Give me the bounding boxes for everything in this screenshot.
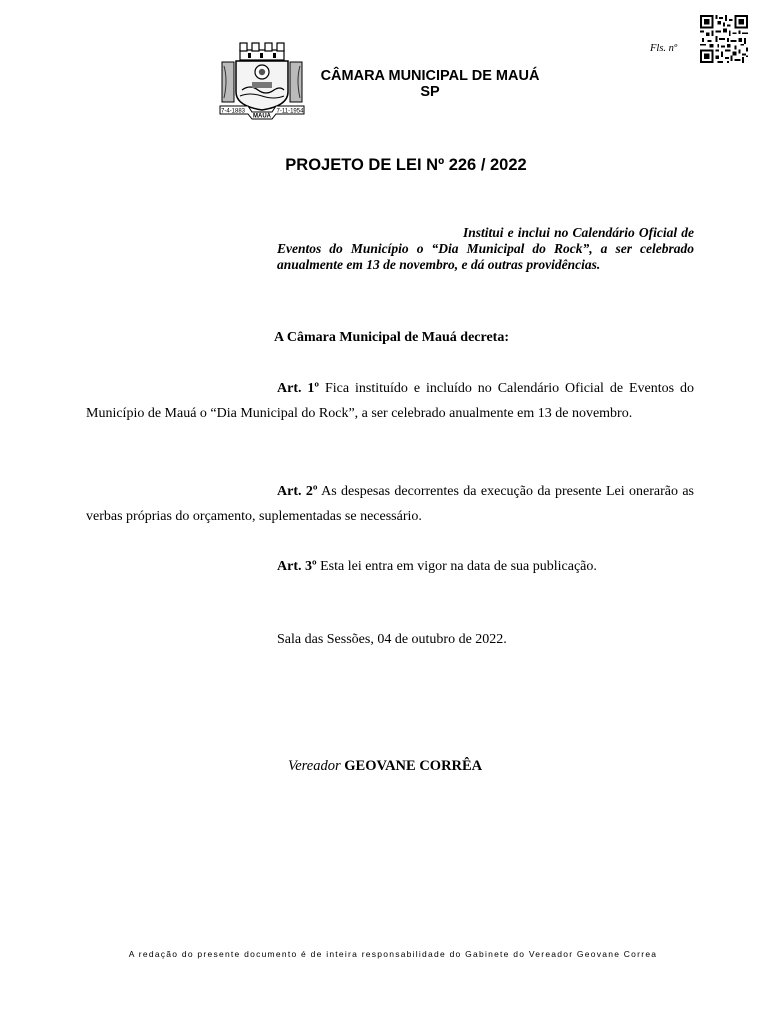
article-1-label: Art. 1º bbox=[277, 381, 320, 396]
bill-summary: Institui e inclui no Calendário Oficial de Eventos do Município o “Dia Municipal do Rock”, a ser celebrado anualmente em 13 de novembro, e dá outras providências. bbox=[277, 225, 694, 272]
seal-date-left: 7-4-1883 bbox=[220, 108, 246, 115]
article-3-label: Art. 3º bbox=[277, 559, 317, 574]
article-1 bbox=[86, 376, 694, 426]
decree-line: A Câmara Municipal de Mauá decreta: bbox=[274, 330, 509, 345]
article-2-label: Art. 2º bbox=[277, 484, 318, 499]
signature-line bbox=[288, 758, 482, 775]
session-date: Sala das Sessões, 04 de outubro de 2022. bbox=[277, 632, 507, 647]
signature-role: Vereador bbox=[288, 758, 341, 774]
signature-name: GEOVANE CORRÊA bbox=[344, 758, 483, 774]
letterhead bbox=[300, 68, 560, 100]
article-3-text: Esta lei entra em vigor na data de sua publicação. bbox=[320, 559, 597, 574]
institution-name: CÂMARA MUNICIPAL DE MAUÁ bbox=[320, 68, 540, 84]
qr-code-icon bbox=[700, 15, 748, 63]
article-1-text: Fica instituído e incluído no Calendário Oficial de Eventos do Município de Mauá o “Dia Municipal do Rock”, a ser celebrado anualmente em 13 de novembro. bbox=[86, 381, 695, 421]
seal-name: MAUÁ bbox=[253, 113, 271, 120]
article-2-text: As despesas decorrentes da execução da presente Lei onerarão as verbas próprias do orçamento, suplementadas se necessário. bbox=[86, 484, 695, 524]
state-abbr: SP bbox=[420, 84, 440, 100]
folio-label: Fls. nº bbox=[650, 43, 678, 54]
municipal-seal bbox=[218, 40, 306, 120]
article-2 bbox=[86, 479, 694, 529]
seal-date-right: 7-11-1954 bbox=[276, 108, 304, 115]
bill-title: PROJETO DE LEI Nº 226 / 2022 bbox=[285, 156, 527, 174]
footer-note: A redação do presente documento é de inteira responsabilidade do Gabinete do Vereador Geovane Correa bbox=[128, 949, 658, 959]
article-3 bbox=[86, 554, 694, 579]
